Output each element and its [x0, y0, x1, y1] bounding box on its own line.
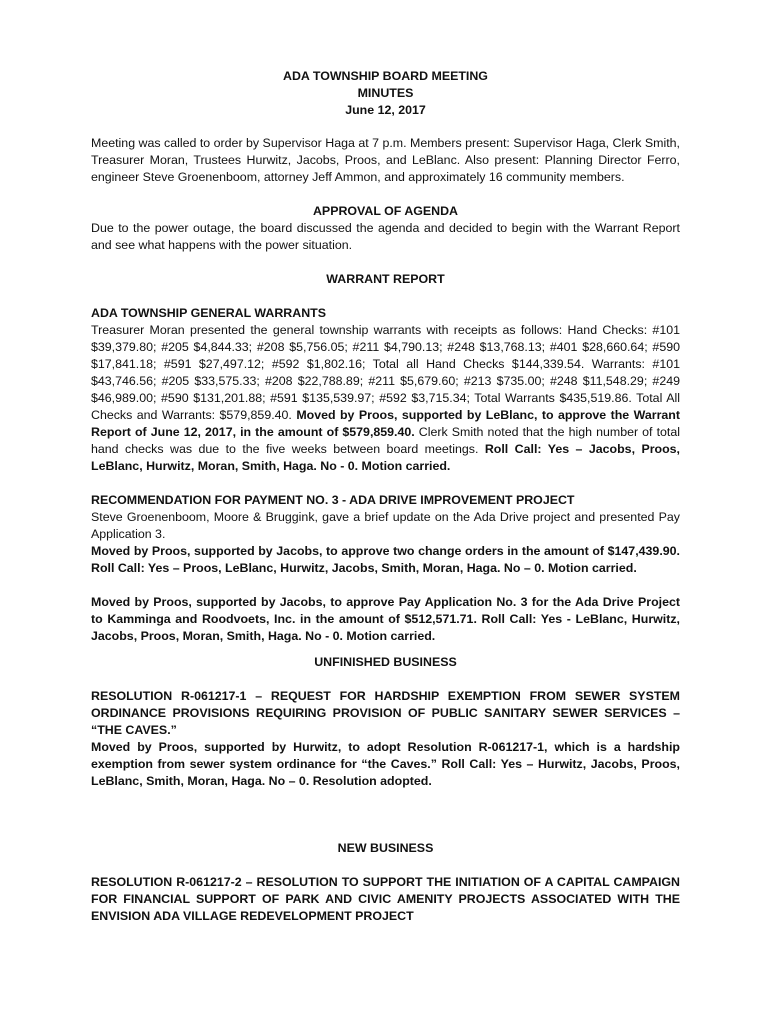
warrant-rollcall: Roll Call: Yes – Jacobs, Proos, LeBlanc, Hurwitz, Moran, Smith, Haga. No - 0. Motion carried.	[91, 442, 681, 473]
approval-text: Due to the power outage, the board discussed the agenda and decided to begin with the Warrant Report and see what happens with the power situation.	[91, 221, 680, 252]
resolution-1-title: RESOLUTION R-061217-1 – REQUEST FOR HARDSHIP EXEMPTION FROM SEWER SYSTEM ORDINANCE PROVISIONS REQUIRING PROVISION OF PUBLIC SANITARY SEWER SERVICES – “THE CAVES.”	[91, 689, 680, 737]
intro-paragraph: Meeting was called to order by Supervisor Haga at 7 p.m. Members present: Supervisor Haga, Clerk Smith, Treasurer Moran, Trustees Hurwitz, Jacobs, Proos, and LeBlanc. Also present: Planning Director Ferro, engineer Steve Groenenboom, attorney Jeff Ammon, and approximately 16 community members.	[91, 136, 680, 184]
meeting-date: June 12, 2017	[345, 103, 426, 117]
approval-heading: APPROVAL OF AGENDA	[312, 204, 459, 218]
payment-motion-1: Moved by Proos, supported by Jacobs, to approve two change orders in the amount of $147,439.90. Roll Call: Yes – Proos, LeBlanc, Hurwitz, Jacobs, Smith, Moran, Haga. No – 0. Motion carried.	[91, 544, 680, 575]
warrant-subheading: ADA TOWNSHIP GENERAL WARRANTS	[91, 306, 326, 320]
document-subtitle: MINUTES	[357, 86, 414, 100]
payment-text: Steve Groenenboom, Moore & Bruggink, gave a brief update on the Ada Drive project and presented Pay Application 3.	[91, 510, 680, 541]
warrant-heading: WARRANT REPORT	[326, 272, 445, 286]
warrant-paragraph	[91, 322, 680, 475]
resolution-1-motion: Moved by Proos, supported by Hurwitz, to adopt Resolution R-061217-1, which is a hardship exemption from sewer system ordinance for “the Caves.” Roll Call: Yes – Hurwitz, Jacobs, Proos, LeBlanc, Smith, Moran, Haga. No – 0. Resolution adopted.	[91, 740, 680, 788]
warrant-motion: Moved by Proos, supported by LeBlanc, to approve the Warrant Report of June 12, 2017, in the amount of $579,859.40.	[91, 408, 680, 439]
payment-motion-2: Moved by Proos, supported by Jacobs, to approve Pay Application No. 3 for the Ada Drive Project to Kamminga and Roodvoets, Inc. in the amount of $512,571.71. Roll Call: Yes - LeBlanc, Hurwitz, Jacobs, Proos, Moran, Smith, Haga. No - 0. Motion carried.	[91, 595, 680, 643]
new-business-heading: NEW BUSINESS	[337, 841, 434, 855]
document-title: ADA TOWNSHIP BOARD MEETING	[283, 69, 488, 83]
resolution-2-title: RESOLUTION R-061217-2 – RESOLUTION TO SUPPORT THE INITIATION OF A CAPITAL CAMPAIGN FOR FINANCIAL SUPPORT OF PARK AND CIVIC AMENITY PROJECTS ASSOCIATED WITH THE ENVISION ADA VILLAGE REDEVELOPMENT PROJECT	[91, 875, 680, 923]
minutes-content	[91, 68, 680, 925]
unfinished-heading: UNFINISHED BUSINESS	[314, 655, 457, 669]
warrant-text: Treasurer Moran presented the general township warrants with receipts as follows: Hand Checks: #101 $39,379.80; #205 $4,844.33; #208 $5,756.05; #211 $4,790.13; #248 $13,768.13; #401 $28,660.64; #590 $17,841.18; #591 $27,497.12; #592 $1,802.16; Total all Hand Checks $144,339.54. Warrants: #101 $43,746.56; #205 $33,575.33; #208 $22,788.89; #211 $5,679.60; #213 $735.00; #248 $11,548.29; #249 $46,989.00; #590 $131,201.88; #591 $135,539.97; #592 $3,715.34; Total Warrants $435,519.86. Total All Checks and Warrants: $579,859.40.	[91, 323, 680, 422]
document-header	[91, 68, 680, 119]
warrant-note: Clerk Smith noted that the high number of total hand checks was due to the five weeks between board meetings.	[91, 425, 680, 456]
payment-heading: RECOMMENDATION FOR PAYMENT NO. 3 - ADA DRIVE IMPROVEMENT PROJECT	[91, 493, 575, 507]
